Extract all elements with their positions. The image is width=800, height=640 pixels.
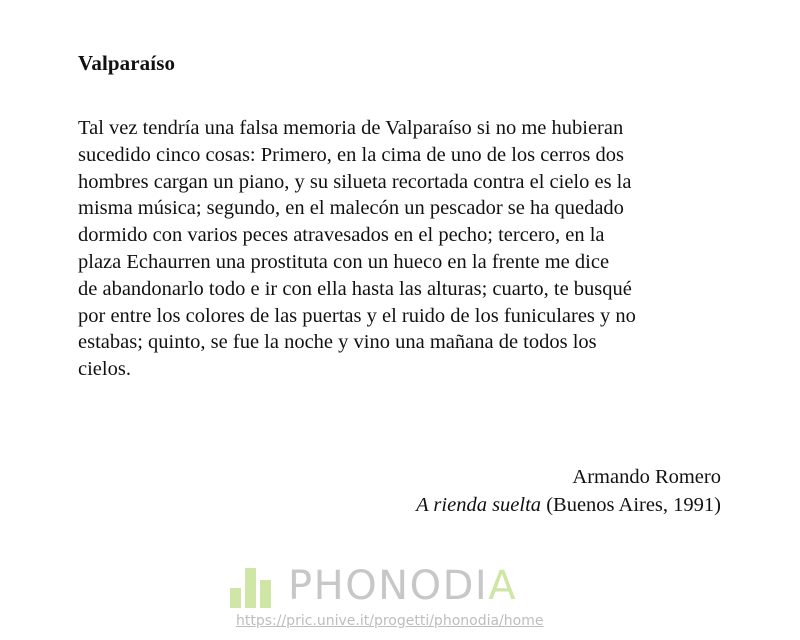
author-name: Armando Romero: [572, 466, 721, 488]
poem-line: hombres cargan un piano, y su silueta recortada contra el cielo es la: [78, 170, 632, 193]
phonodia-watermark: [230, 562, 570, 632]
phonodia-url-link[interactable]: https://pric.unive.it/progetti/phonodia/home: [236, 613, 544, 629]
logo-wordmark: [288, 564, 517, 608]
logo-wordmark-accent: A: [488, 563, 518, 609]
poem-line: Tal vez tendría una falsa memoria de Valparaíso si no me hubieran: [78, 117, 624, 139]
poem-line: cielos.: [78, 358, 131, 381]
publication-info: (Buenos Aires, 1991): [541, 494, 721, 516]
poem-line: misma música; segundo, en el malecón un pescador se ha quedado: [78, 197, 624, 220]
bar-chart-icon: [230, 568, 276, 608]
book-title: A rienda suelta: [416, 494, 542, 516]
phonodia-logo: [230, 562, 517, 608]
attribution: [416, 463, 721, 519]
poem-body: [78, 115, 738, 383]
poem-line: por entre los colores de las puertas y el ruido de los funiculares y no: [78, 304, 636, 327]
logo-wordmark-main: PHONODI: [288, 563, 489, 609]
source-citation: [416, 491, 721, 519]
poem-line: sucedido cinco cosas: Primero, en la cima de uno de los cerros dos: [78, 143, 624, 166]
poem-line: dormido con varios peces atravesados en el pecho; tercero, en la: [78, 224, 605, 247]
poem-line: estabas; quinto, se fue la noche y vino una mañana de todos los: [78, 331, 597, 354]
poem-line: de abandonarlo todo e ir con ella hasta las alturas; cuarto, te busqué: [78, 277, 632, 300]
poem-line: plaza Echaurren una prostituta con un hueco en la frente me dice: [78, 250, 610, 273]
poem-title: Valparaíso: [78, 51, 176, 75]
